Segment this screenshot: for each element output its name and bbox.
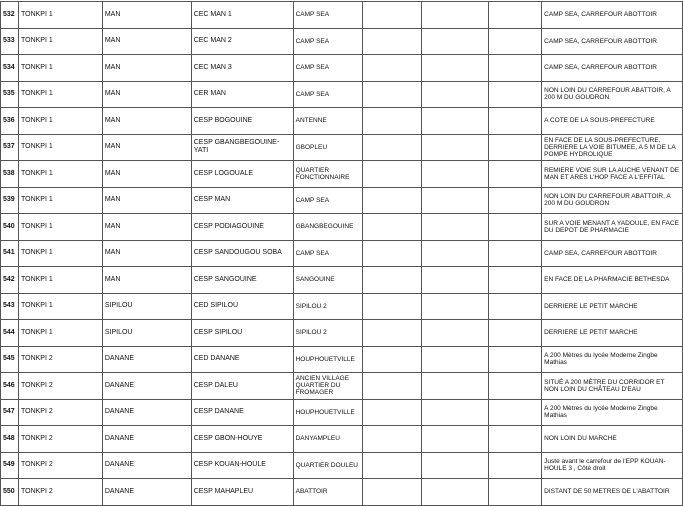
- row-number-cell: 549: [1, 452, 19, 479]
- locality-cell: QUARTIER FONCTIONNAIRE: [293, 161, 362, 188]
- empty-cell: [362, 187, 422, 214]
- row-number-cell: 540: [1, 214, 19, 241]
- address-cell: SUR A VOIE MENANT A YADOULE, EN FACE DU DEPOT DE PHARMACIE: [542, 214, 683, 241]
- empty-cell: [489, 373, 542, 400]
- dre-cell: TONKPI 2: [18, 479, 102, 506]
- row-number-cell: 543: [1, 293, 19, 320]
- dre-cell: TONKPI 1: [18, 187, 102, 214]
- address-cell: CAMP SEA, CARREFOUR ABOTTOIR: [542, 2, 683, 29]
- iep-cell: DANANE: [102, 399, 191, 426]
- empty-cell: [489, 28, 542, 55]
- row-number-cell: 534: [1, 55, 19, 82]
- iep-cell: MAN: [102, 28, 191, 55]
- iep-cell: MAN: [102, 267, 191, 294]
- school-cell: CEC MAN 2: [191, 28, 293, 55]
- dre-cell: TONKPI 1: [18, 320, 102, 347]
- locality-cell: HOUPHOUETVILLE: [293, 399, 362, 426]
- row-number-cell: 550: [1, 479, 19, 506]
- locality-cell: ANTENNE: [293, 108, 362, 135]
- empty-cell: [422, 479, 489, 506]
- iep-cell: MAN: [102, 161, 191, 188]
- iep-cell: MAN: [102, 187, 191, 214]
- empty-cell: [362, 452, 422, 479]
- address-cell: A 200 Mètres du lycée Moderne Zingbe Mathias: [542, 346, 683, 373]
- locality-cell: DANYAMPLEU: [293, 426, 362, 453]
- empty-cell: [489, 479, 542, 506]
- table-row: [1, 108, 683, 135]
- table-row: [1, 293, 683, 320]
- empty-cell: [422, 346, 489, 373]
- empty-cell: [489, 134, 542, 161]
- empty-cell: [362, 2, 422, 29]
- iep-cell: MAN: [102, 55, 191, 82]
- empty-cell: [422, 320, 489, 347]
- locality-cell: HOUPHOUETVILLE: [293, 346, 362, 373]
- dre-cell: TONKPI 1: [18, 2, 102, 29]
- iep-cell: MAN: [102, 81, 191, 108]
- empty-cell: [422, 452, 489, 479]
- locality-cell: GBANGBEGOUINE: [293, 214, 362, 241]
- address-cell: NON LOIN DU CARREFOUR ABATTOIR, A 200 M DU GOUDRON: [542, 187, 683, 214]
- empty-cell: [362, 55, 422, 82]
- table-row: [1, 426, 683, 453]
- address-cell: CAMP SEA, CARREFOUR ABOTTOIR: [542, 28, 683, 55]
- dre-cell: TONKPI 2: [18, 399, 102, 426]
- empty-cell: [362, 161, 422, 188]
- dre-cell: TONKPI 1: [18, 28, 102, 55]
- empty-cell: [422, 240, 489, 267]
- empty-cell: [362, 293, 422, 320]
- table-row: [1, 479, 683, 506]
- address-cell: EN FACE DE LA SOUS-PREFECTURE, DERRIERE LA VOIE BITUMEE, A 5 M DE LA POMPE HYDROLIQUE: [542, 134, 683, 161]
- school-cell: CESP SANGOUINE: [191, 267, 293, 294]
- school-cell: CESP GBANGBEGOUINE-YATI: [191, 134, 293, 161]
- address-cell: EN FACE DE LA PHARMACIE BETHESDA: [542, 267, 683, 294]
- table-row: [1, 134, 683, 161]
- row-number-cell: 544: [1, 320, 19, 347]
- table-row: [1, 373, 683, 400]
- address-cell: REMIERE VOIE SUR LA AUCHE VENANT DE MAN ET ARES L'HOP FACE A L'EFFITAL: [542, 161, 683, 188]
- empty-cell: [422, 187, 489, 214]
- address-cell: CAMP SEA, CARREFOUR ABOTTOIR: [542, 55, 683, 82]
- table-row: [1, 81, 683, 108]
- table-row: [1, 214, 683, 241]
- empty-cell: [422, 293, 489, 320]
- dre-cell: TONKPI 1: [18, 81, 102, 108]
- school-cell: CER MAN: [191, 81, 293, 108]
- empty-cell: [489, 2, 542, 29]
- school-cell: CESP BOGOUINE: [191, 108, 293, 135]
- dre-cell: TONKPI 1: [18, 214, 102, 241]
- locality-cell: QUARTIER DOULEU: [293, 452, 362, 479]
- empty-cell: [362, 346, 422, 373]
- empty-cell: [362, 426, 422, 453]
- empty-cell: [489, 108, 542, 135]
- school-cell: CESP LOGOUALE: [191, 161, 293, 188]
- locality-cell: CAMP SEA: [293, 81, 362, 108]
- table-row: [1, 399, 683, 426]
- table-row: [1, 267, 683, 294]
- row-number-cell: 542: [1, 267, 19, 294]
- table-row: [1, 28, 683, 55]
- dre-cell: TONKPI 2: [18, 346, 102, 373]
- school-cell: CEC MAN 1: [191, 2, 293, 29]
- table-row: [1, 240, 683, 267]
- empty-cell: [422, 399, 489, 426]
- iep-cell: DANANE: [102, 479, 191, 506]
- iep-cell: MAN: [102, 108, 191, 135]
- table-row: [1, 2, 683, 29]
- iep-cell: MAN: [102, 240, 191, 267]
- locality-cell: CAMP SEA: [293, 2, 362, 29]
- iep-cell: SIPILOU: [102, 293, 191, 320]
- row-number-cell: 538: [1, 161, 19, 188]
- dre-cell: TONKPI 1: [18, 293, 102, 320]
- locality-cell: GBOPLEU: [293, 134, 362, 161]
- empty-cell: [422, 426, 489, 453]
- row-number-cell: 545: [1, 346, 19, 373]
- address-cell: A 200 Mètres du lycée Moderne Zingbe Mathias: [542, 399, 683, 426]
- school-cell: CED SIPILOU: [191, 293, 293, 320]
- school-cell: CESP SANDOUGOU SOBA: [191, 240, 293, 267]
- iep-cell: MAN: [102, 2, 191, 29]
- address-cell: DERRIERE LE PETIT MARCHE: [542, 293, 683, 320]
- empty-cell: [489, 161, 542, 188]
- address-cell: DISTANT DE 50 METRES DE L'ABATTOIR: [542, 479, 683, 506]
- empty-cell: [422, 55, 489, 82]
- table-row: [1, 187, 683, 214]
- school-cell: CESP DALEU: [191, 373, 293, 400]
- row-number-cell: 548: [1, 426, 19, 453]
- empty-cell: [422, 373, 489, 400]
- row-number-cell: 535: [1, 81, 19, 108]
- school-cell: CESP SIPILOU: [191, 320, 293, 347]
- table-row: [1, 346, 683, 373]
- address-cell: CAMP SEA, CARREFOUR ABOTTOIR: [542, 240, 683, 267]
- iep-cell: MAN: [102, 214, 191, 241]
- dre-cell: TONKPI 1: [18, 108, 102, 135]
- table-row: [1, 320, 683, 347]
- empty-cell: [422, 267, 489, 294]
- dre-cell: TONKPI 1: [18, 134, 102, 161]
- empty-cell: [362, 108, 422, 135]
- row-number-cell: 541: [1, 240, 19, 267]
- empty-cell: [489, 55, 542, 82]
- school-cell: CEC MAN 3: [191, 55, 293, 82]
- empty-cell: [362, 134, 422, 161]
- locality-cell: CAMP SEA: [293, 187, 362, 214]
- locality-cell: SANGOUINE: [293, 267, 362, 294]
- empty-cell: [422, 2, 489, 29]
- locality-cell: CAMP SEA: [293, 55, 362, 82]
- empty-cell: [362, 28, 422, 55]
- school-cell: CESP KOUAN-HOULE: [191, 452, 293, 479]
- empty-cell: [422, 214, 489, 241]
- empty-cell: [362, 399, 422, 426]
- address-cell: SITUÉ A 200 MÈTRE DU CORRIDOR ET NON LOIN DU CHÂTEAU D'EAU: [542, 373, 683, 400]
- empty-cell: [489, 320, 542, 347]
- empty-cell: [489, 81, 542, 108]
- empty-cell: [362, 373, 422, 400]
- empty-cell: [422, 108, 489, 135]
- address-cell: NON LOIN DU CARREFOUR ABATTOIR, A 200 M DU GOUDRON: [542, 81, 683, 108]
- locality-cell: SIPILOU 2: [293, 320, 362, 347]
- empty-cell: [489, 267, 542, 294]
- empty-cell: [362, 81, 422, 108]
- dre-cell: TONKPI 1: [18, 55, 102, 82]
- dre-cell: TONKPI 1: [18, 240, 102, 267]
- dre-cell: TONKPI 2: [18, 373, 102, 400]
- empty-cell: [362, 479, 422, 506]
- iep-cell: DANANE: [102, 373, 191, 400]
- school-cell: CESP MAHAPLEU: [191, 479, 293, 506]
- empty-cell: [489, 452, 542, 479]
- address-cell: Juste avant le carrefour de l'EPP KOUAN-HOULE 3 , Côté droit: [542, 452, 683, 479]
- empty-cell: [422, 28, 489, 55]
- empty-cell: [422, 161, 489, 188]
- empty-cell: [362, 267, 422, 294]
- school-cell: CESP DANANE: [191, 399, 293, 426]
- locality-cell: ANCIEN VILLAGE QUARTIER DU FROMAGER: [293, 373, 362, 400]
- empty-cell: [422, 81, 489, 108]
- dre-cell: TONKPI 1: [18, 161, 102, 188]
- empty-cell: [362, 214, 422, 241]
- iep-cell: SIPILOU: [102, 320, 191, 347]
- empty-cell: [489, 346, 542, 373]
- row-number-cell: 547: [1, 399, 19, 426]
- row-number-cell: 539: [1, 187, 19, 214]
- empty-cell: [489, 240, 542, 267]
- empty-cell: [489, 214, 542, 241]
- empty-cell: [362, 320, 422, 347]
- table-row: [1, 452, 683, 479]
- row-number-cell: 532: [1, 2, 19, 29]
- iep-cell: DANANE: [102, 346, 191, 373]
- school-cell: CESP GBON-HOUYE: [191, 426, 293, 453]
- dre-cell: TONKPI 2: [18, 452, 102, 479]
- address-cell: DERRIERE LE PETIT MARCHE: [542, 320, 683, 347]
- address-cell: NON LOIN DU MARCHE: [542, 426, 683, 453]
- iep-cell: DANANE: [102, 426, 191, 453]
- iep-cell: DANANE: [102, 452, 191, 479]
- dre-cell: TONKPI 1: [18, 267, 102, 294]
- row-number-cell: 536: [1, 108, 19, 135]
- row-number-cell: 533: [1, 28, 19, 55]
- school-cell: CED DANANE: [191, 346, 293, 373]
- locality-cell: CAMP SEA: [293, 240, 362, 267]
- data-table: [0, 1, 683, 506]
- row-number-cell: 537: [1, 134, 19, 161]
- empty-cell: [422, 134, 489, 161]
- table-row: [1, 161, 683, 188]
- row-number-cell: 546: [1, 373, 19, 400]
- locality-cell: CAMP SEA: [293, 28, 362, 55]
- empty-cell: [362, 240, 422, 267]
- empty-cell: [489, 187, 542, 214]
- iep-cell: MAN: [102, 134, 191, 161]
- empty-cell: [489, 293, 542, 320]
- empty-cell: [489, 399, 542, 426]
- empty-cell: [489, 426, 542, 453]
- school-cell: CESP PODIAGOUINE: [191, 214, 293, 241]
- school-cell: CESP MAN: [191, 187, 293, 214]
- table-row: [1, 55, 683, 82]
- address-cell: A COTE DE LA SOUS-PREFECTURE: [542, 108, 683, 135]
- locality-cell: SIPILOU 2: [293, 293, 362, 320]
- locality-cell: ABATTOIR: [293, 479, 362, 506]
- dre-cell: TONKPI 2: [18, 426, 102, 453]
